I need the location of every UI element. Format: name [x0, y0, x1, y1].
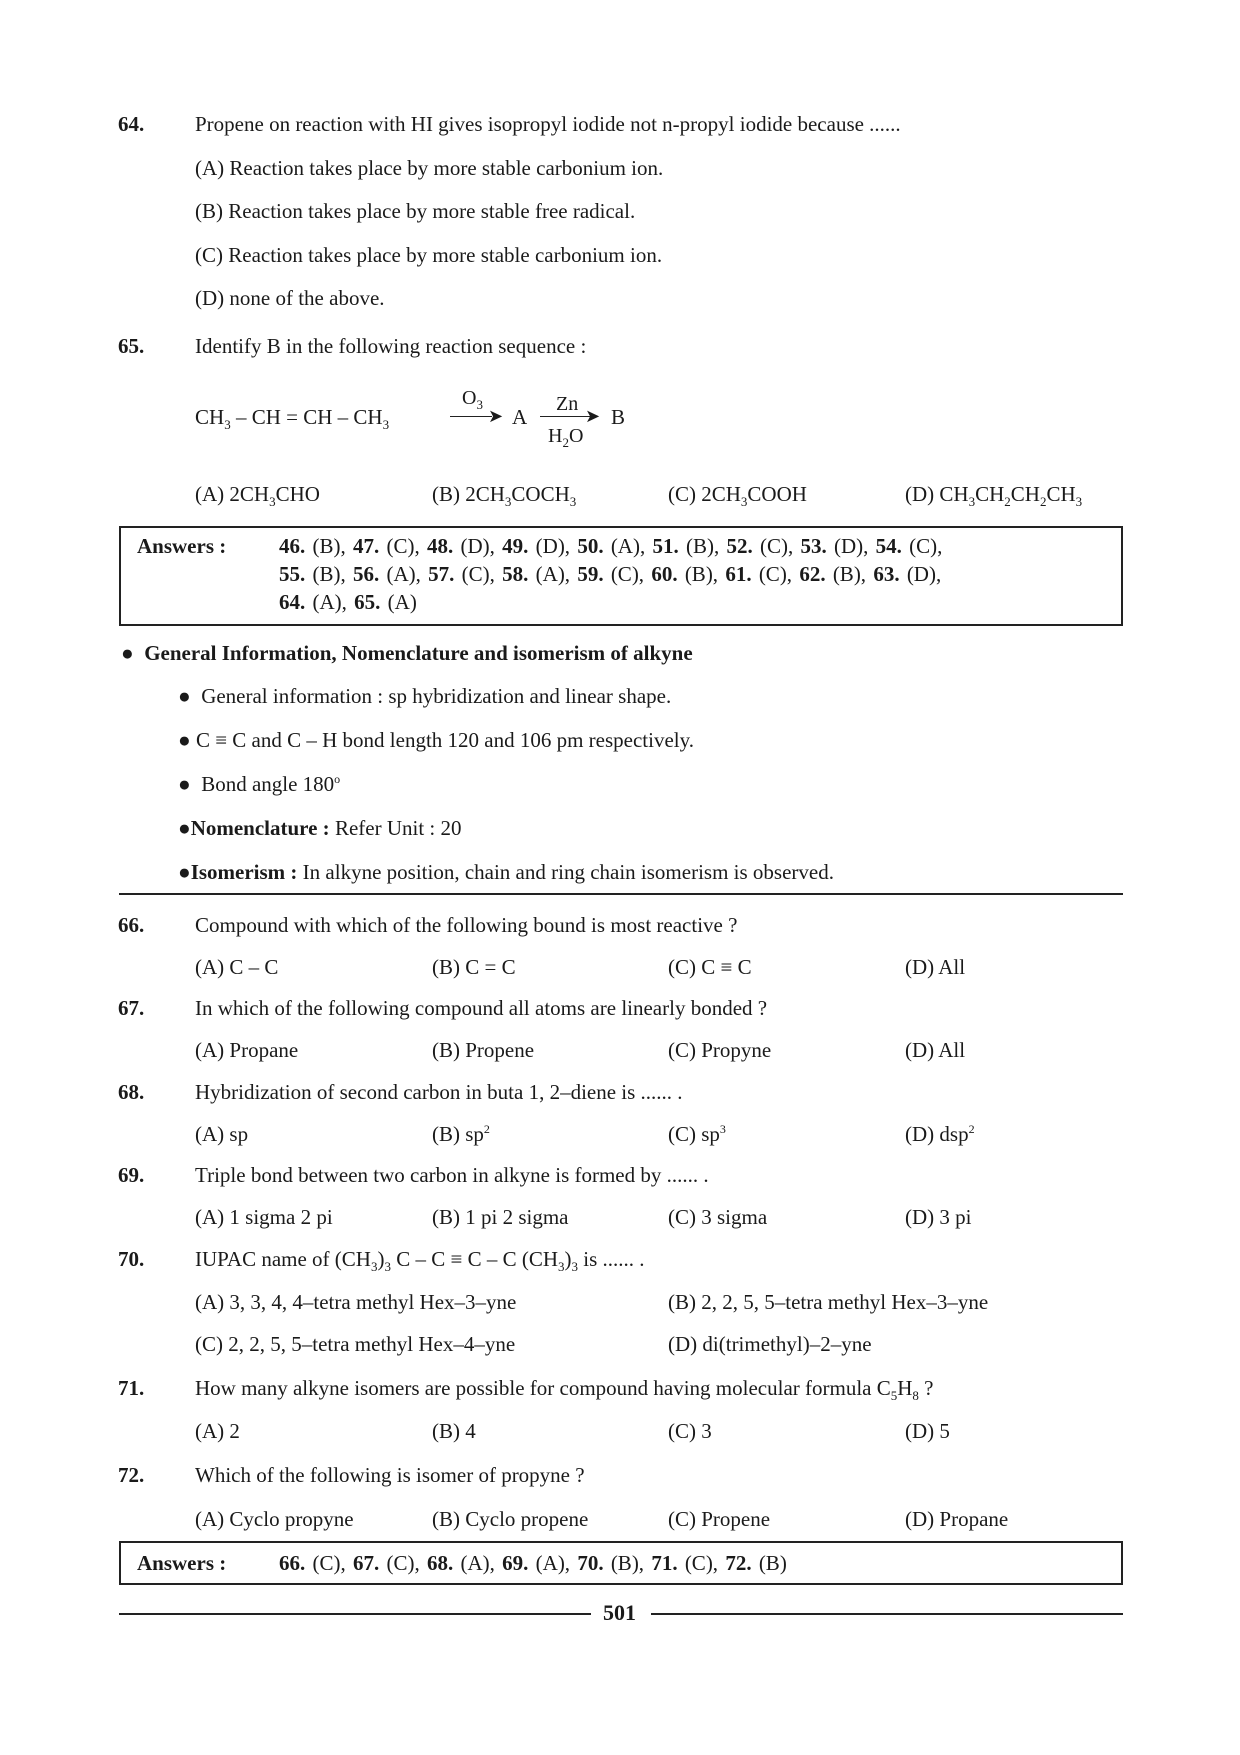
- answers-line: 46. (B), 47. (C), 48. (D), 49. (D), 50. (A), 51. (B), 52. (C), 53. (D), 54. (C),: [279, 534, 943, 558]
- reaction-reactant: $CH_3$ – CH = CH – $CH_3$: [195, 405, 390, 432]
- option: (C) 3 sigma: [668, 1205, 768, 1229]
- option: (C) C ≡ C: [668, 955, 752, 979]
- reaction-arrow-1: [450, 416, 492, 417]
- answers-box: [119, 526, 1123, 626]
- bullet-icon: ●: [178, 684, 191, 708]
- question-number: 68.: [118, 1080, 145, 1104]
- arrow-head-icon: ➤: [488, 406, 504, 426]
- question-text: Triple bond between two carbon in alkyne is formed by ...... .: [195, 1163, 709, 1187]
- option: (A) sp: [195, 1122, 249, 1146]
- option: (C) 3: [668, 1419, 712, 1443]
- question-text: Compound with which of the following bound is most reactive ?: [195, 913, 738, 937]
- question-text: How many alkyne isomers are possible for compound having molecular formula $C_5H_8$ ?: [195, 1376, 934, 1403]
- question-number: 67.: [118, 996, 145, 1020]
- option: (A) Cyclo propyne: [195, 1507, 354, 1531]
- option: (A) 2: [195, 1419, 240, 1443]
- divider: [119, 893, 1123, 895]
- question-text: Which of the following is isomer of propyne ?: [195, 1463, 585, 1487]
- option: (B) 4: [432, 1419, 476, 1443]
- bullet-icon: ●: [178, 816, 191, 840]
- reagent-ozone: $O_3$: [462, 387, 483, 412]
- answers-line: 55. (B), 56. (A), 57. (C), 58. (A), 59. (C), 60. (B), 61. (C), 62. (B), 63. (D),: [279, 562, 942, 586]
- question-text: Propene on reaction with HI gives isopropyl iodide not n-propyl iodide because ......: [195, 112, 901, 136]
- question-number: 71.: [118, 1376, 145, 1400]
- answers-label: Answers :: [137, 534, 227, 558]
- option: (D) 3 pi: [905, 1205, 972, 1229]
- option: (A) 3, 3, 4, 4–tetra methyl Hex–3–yne: [195, 1290, 517, 1314]
- option: (D) 5: [905, 1419, 950, 1443]
- option: (C) $sp^3$: [668, 1122, 726, 1146]
- option: (D) dsp$^2$: [905, 1122, 975, 1146]
- question-text: In which of the following compound all atoms are linearly bonded ?: [195, 996, 768, 1020]
- option: (D) di(trimethyl)–2–yne: [668, 1332, 872, 1356]
- answers-label: Answers :: [137, 1551, 227, 1575]
- reaction-arrow-2: [540, 416, 590, 417]
- option: (B) $sp^2$: [432, 1122, 490, 1146]
- product-a: A: [512, 405, 528, 429]
- option: (D) none of the above.: [195, 286, 385, 310]
- option: (D) All: [905, 1038, 966, 1062]
- option: (B) Propene: [432, 1038, 535, 1062]
- answers-box: [119, 1541, 1123, 1585]
- bullet-item: ●Nomenclature : Refer Unit : 20: [178, 816, 462, 840]
- question-number: 65.: [118, 334, 145, 358]
- option: (A) 1 sigma 2 pi: [195, 1205, 333, 1229]
- option: (A) C – C: [195, 955, 279, 979]
- bullet-item: ● C ≡ C and C – H bond length 120 and 106 pm respectively.: [178, 728, 695, 752]
- answers-line: 66. (C), 67. (C), 68. (A), 69. (A), 70. (B), 71. (C), 72. (B): [279, 1551, 787, 1575]
- bullet-icon: ●: [178, 772, 191, 796]
- footer-rule: [651, 1613, 1123, 1615]
- question-number: 66.: [118, 913, 145, 937]
- bullet-icon: ●: [178, 860, 191, 884]
- footer-rule: [119, 1613, 591, 1615]
- option: (A) $2CH_3CHO$: [195, 482, 320, 509]
- option: (C) 2, 2, 5, 5–tetra methyl Hex–4–yne: [195, 1332, 516, 1356]
- reagent-water: $H_2O$: [548, 425, 584, 450]
- bullet-item: ●Isomerism : In alkyne position, chain and ring chain isomerism is observed.: [178, 860, 834, 884]
- section-heading: ● General Information, Nomenclature and isomerism of alkyne: [121, 641, 693, 665]
- option: (D) $CH_3CH_2CH_2CH_3$: [905, 482, 1083, 509]
- option: (C) Reaction takes place by more stable carbonium ion.: [195, 243, 663, 267]
- option: (B) C = C: [432, 955, 516, 979]
- question-number: 72.: [118, 1463, 145, 1487]
- product-b: B: [611, 405, 626, 429]
- bullet-icon: ●: [178, 728, 191, 752]
- question-number: 64.: [118, 112, 145, 136]
- option: (B) 2, 2, 5, 5–tetra methyl Hex–3–yne: [668, 1290, 989, 1314]
- option: (B) Cyclo propene: [432, 1507, 589, 1531]
- option: (B) $2CH_3COCH_3$: [432, 482, 577, 509]
- reagent-zinc: Zn: [556, 393, 579, 415]
- question-text: IUPAC name of $(CH_3)_3$ C – C ≡ C – C $(CH_3)_3$ is ...... .: [195, 1247, 645, 1274]
- option: (A) Reaction takes place by more stable carbonium ion.: [195, 156, 664, 180]
- question-text: Hybridization of second carbon in buta 1, 2–diene is ...... .: [195, 1080, 683, 1104]
- option: (D) All: [905, 955, 966, 979]
- option: (A) Propane: [195, 1038, 299, 1062]
- option: (C) $2CH_3COOH$: [668, 482, 807, 509]
- option: (D) Propane: [905, 1507, 1009, 1531]
- option: (B) Reaction takes place by more stable free radical.: [195, 199, 636, 223]
- bullet-item: ● Bond angle 180$^o$: [178, 772, 341, 796]
- option: (C) Propyne: [668, 1038, 772, 1062]
- arrow-head-icon: ➤: [585, 406, 601, 426]
- bullet-item: ● General information : sp hybridization and linear shape.: [178, 684, 672, 708]
- question-text: Identify B in the following reaction sequence :: [195, 334, 587, 358]
- page-number: 501: [603, 1600, 636, 1625]
- option: (C) Propene: [668, 1507, 771, 1531]
- bullet-icon: ●: [121, 641, 134, 665]
- option: (B) 1 pi 2 sigma: [432, 1205, 569, 1229]
- question-number: 69.: [118, 1163, 145, 1187]
- answers-line: 64. (A), 65. (A): [279, 590, 417, 614]
- question-number: 70.: [118, 1247, 145, 1271]
